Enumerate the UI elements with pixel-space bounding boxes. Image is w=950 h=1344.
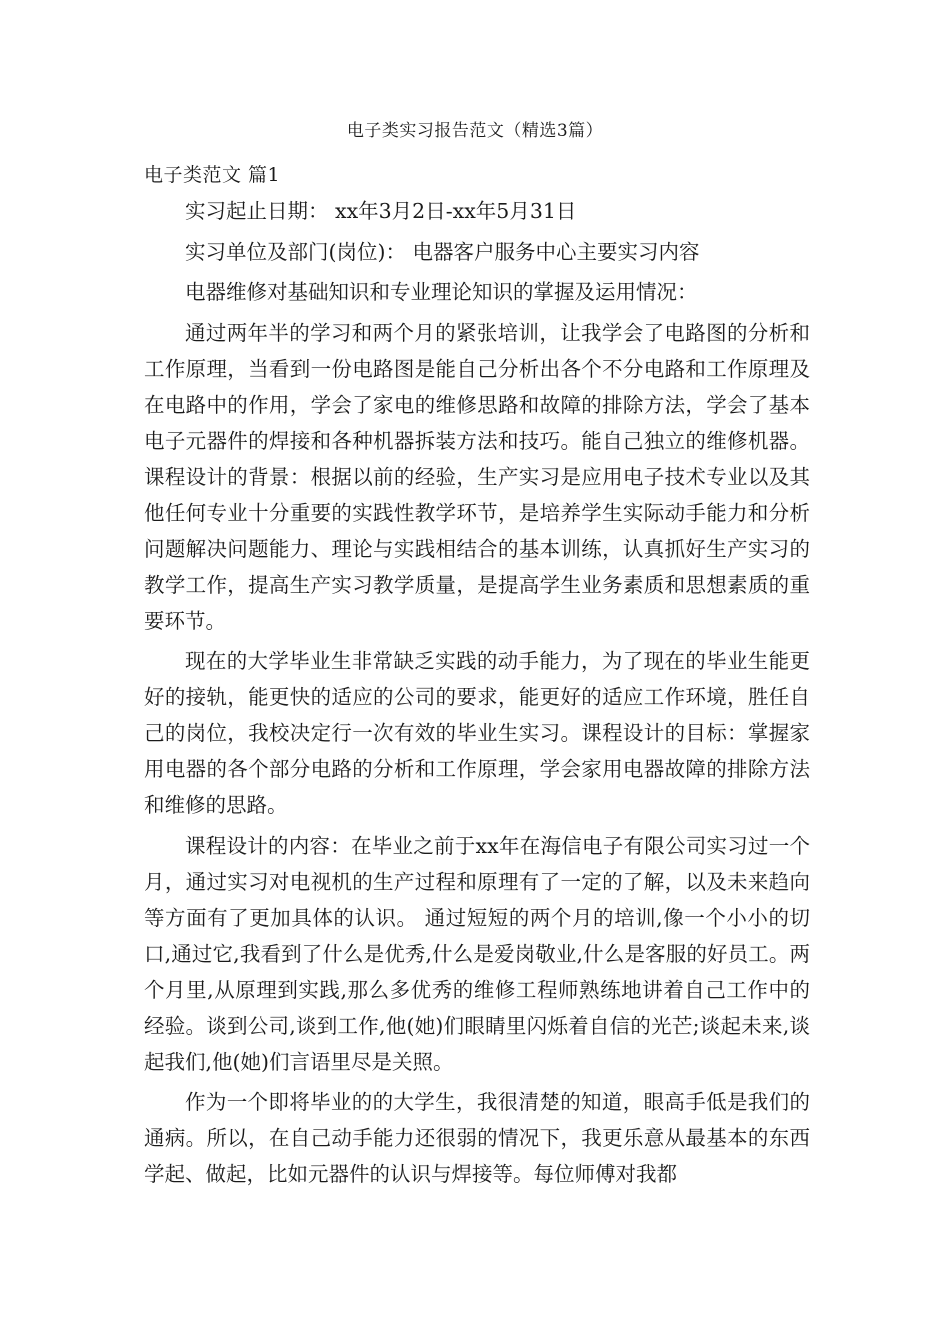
intro-line: 电器维修对基础知识和专业理论知识的掌握及运用情况： <box>185 280 698 304</box>
paragraph: 作为一个即将毕业的的大学生，我很清楚的知道，眼高手低是我们的通病。所以，在自己动手能力还很弱的情况下，我更乐意从最基本的东西学起、做起，比如元器件的认识与焊接等。每位师傅对我都 <box>144 1090 810 1186</box>
paragraph: 通过两年半的学习和两个月的紧张培训，让我学会了电路图的分析和工作原理，当看到一份电路图是能自己分析出各个不分电路和工作原理及在电路中的作用，学会了家电的维修思路和故障的排除方法，学会了基本电子元器件的焊接和各种机器拆装方法和技巧。能自己独立的维修机器。课程设计的背景：根据以前的经验，生产实习是应用电子技术专业以及其他任何专业十分重要的实践性教学环节，是培养学生实际动手能力和分析问题解决问题能力、理论与实践相结合的基本训练，认真抓好生产实习的教学工作，提高生产实习教学质量，是提高学生业务素质和思想素质的重要环节。 <box>144 320 810 633</box>
section-heading: 电子类范文 篇1 <box>144 164 281 186</box>
internship-unit-line: 实习单位及部门(岗位)： 电器客户服务中心主要实习内容 <box>185 239 700 264</box>
paragraph: 课程设计的内容：在毕业之前于xx年在海信电子有限公司实习过一个月，通过实习对电视机的生产过程和原理有了一定的了解，以及未来趋向等方面有了更加具体的认识。 通过短短的两个月的培训,像一个小小的切口,通过它,我看到了什么是优秀,什么是爱岗敬业,什么是客服的好员工。两个月里,从原理到实践,那么多优秀的维修工程师熟练地讲着自己工作中的经验。谈到公司,谈到工作,他(她)们眼睛里闪烁着自信的光芒;谈起未来,谈起我们,他(她)们言语里尽是关照。 <box>144 833 810 1074</box>
internship-period-line: 实习起止日期： xx年3月2日-xx年5月31日 <box>185 199 577 223</box>
document-title: 电子类实习报告范文（精选3篇） <box>346 121 604 141</box>
document-body <box>144 193 810 1197</box>
paragraph: 现在的大学毕业生非常缺乏实践的动手能力，为了现在的毕业生能更好的接轨，能更快的适应的公司的要求，能更好的适应工作环境，胜任自己的岗位，我校决定行一次有效的毕业生实习。课程设计的目标：掌握家用电器的各个部分电路的分析和工作原理，学会家用电器故障的排除方法和维修的思路。 <box>144 649 810 817</box>
